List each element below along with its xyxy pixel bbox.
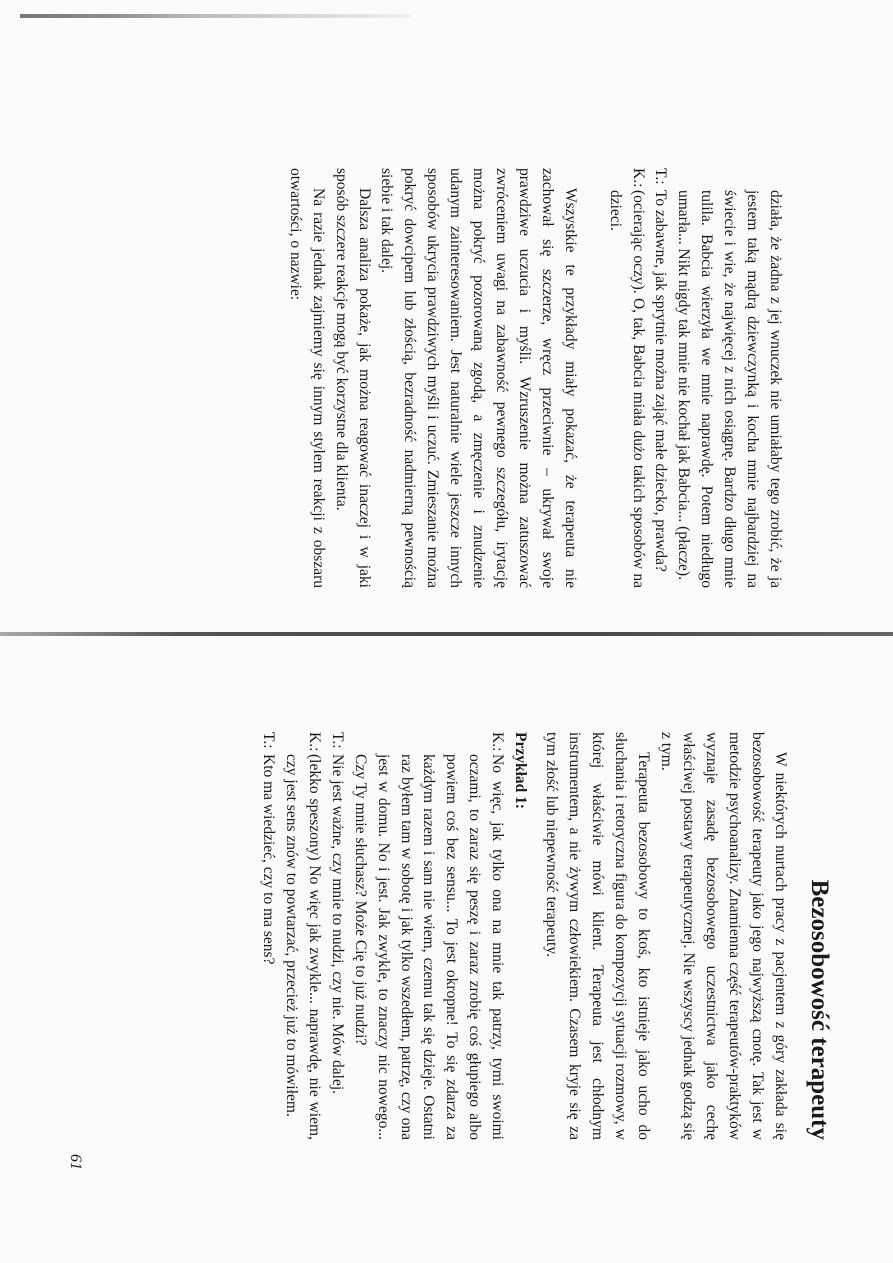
- speaker-label: T.:: [652, 168, 670, 185]
- speaker-label: T.:: [328, 732, 346, 749]
- scan-artifact: [20, 14, 410, 18]
- dialog-text: (lekko speszony) No więc jak zwykle... naprawdę, nie wiem, czy jest sens znów to powtarzać, przecież już to mówiłem.: [283, 754, 323, 1140]
- dialog-line: [603, 168, 649, 588]
- speaker-label: K.:: [629, 168, 647, 188]
- book-spine-divider: [0, 632, 893, 636]
- chapter-title: Bezosobowość terapeuty: [806, 879, 833, 1140]
- example-heading: Przykład 1:: [512, 732, 530, 810]
- dialog-text: działa, że żadna z jej wnuczek nie umiałaby tego zrobić, że ja jestem taką mądrą dziewczynką i kocha mnie najbardziej na świecie i wie, że najwięcej z nich osiągnę. Bardzo długo mnie tulila. Babcia wierzyła we mnie naprawdę. Potem niedługo umarła... Nikt nigdy tak mnie nie kochał jak Babcia... (płacze).: [675, 190, 784, 588]
- page-number: 61: [67, 1154, 84, 1170]
- speaker-label: T.:: [260, 732, 278, 749]
- upper-page: [283, 168, 786, 588]
- dialog-line: [671, 168, 786, 588]
- dialog-text: To zabawne, jak sprytnie można zająć małe dziecko, prawda?: [652, 190, 670, 572]
- speaker-label: K.:: [305, 732, 323, 752]
- lower-page: [256, 732, 833, 1140]
- speaker-label: [671, 168, 786, 190]
- dialog-line: [348, 732, 508, 1140]
- body-paragraph: Terapeuta bezosobowy to ktoś, kto istnieje jako ucho do słuchania i retoryczna figura do kompozycji sytuacji rozmowy, w której właściwie mówi klient. Terapeuta jest chłodnym instrumentem, a nie żywym człowiekiem. Czasem kryje się za tym złość lub niepewność terapeuty.: [543, 732, 652, 1140]
- dialog-text: Nie jest ważne, czy mnie to nudzi, czy nie. Mów dalej.: [328, 754, 346, 1095]
- body-paragraph: Dalsza analiza pokaże, jak można reagować inaczej i w jaki sposób szczere reakcje mogą być korzystne dla klienta.: [332, 168, 373, 588]
- dialog-line: [325, 732, 348, 1140]
- body-paragraph: Wszystkie te przykłady miały pokazać, że terapeuta nie zachował się szczerze, wręcz przeciwnie – ukrywał swoje prawdziwe uczucia i myśli. Wzruszenie można zatuszować zwróceniem uwagi na zabawność pewnego szczegółu, irytację można pokryć pozorowaną zgodą, a zmęczenie i znudzenie udanym zainteresowaniem. Jest naturalnie wiele jeszcze innych sposobów ukrycia prawdziwych myśli i uczuć. Zmieszanie można pokryć dowcipem lub złością, bezradność nadmierną pewnością siebie i tak dalej.: [378, 168, 579, 588]
- speaker-label: K.:: [489, 732, 507, 752]
- body-paragraph: W niektórych nurtach pracy z pacjentem z góry zakłada się bezosobowość terapeuty jako jego najwyższą cnotę. Tak jest w metodzie psychoanalizy. Znamienna część terapeutów-praktyków wyznaje zasadę bezosobowego uczestnictwa jako cechę właściwej postawy terapeutycznej. Nie wszyscy jednak godzą się z tym.: [657, 732, 790, 1140]
- dialog-line: [649, 168, 672, 588]
- body-paragraph: Na razie jednak zajmiemy się innym stylem reakcji z obszaru otwartości, o nazwie:: [286, 168, 327, 588]
- dialog-text: (ocierając oczy). O, tak, Babcia miała dużo takich sposobów na dzieci.: [606, 190, 647, 588]
- dialog-line: [279, 732, 325, 1140]
- dialog-line: [256, 732, 279, 1140]
- dialog-text: No więc, jak tylko ona na mnie tak patrzy, tymi swoimi oczami, to zaraz się peszę i zaraz zrobię coś głupiego albo powiem coś bez sensu... To jest okropne! To się zdarza za każdym razem i sam nie wiem, czemu tak się dzieje. Ostatni raz byłem tam w sobotę i jak tylko wszedłem, patrzę, czy ona jest w domu. No i jest. Jak zwykle, to znaczy nic nowego... Czy Ty mnie słuchasz? Może Cię to już nudzi?: [351, 754, 507, 1140]
- dialog-text: Kto ma wiedzieć, czy to ma sens?: [260, 754, 278, 965]
